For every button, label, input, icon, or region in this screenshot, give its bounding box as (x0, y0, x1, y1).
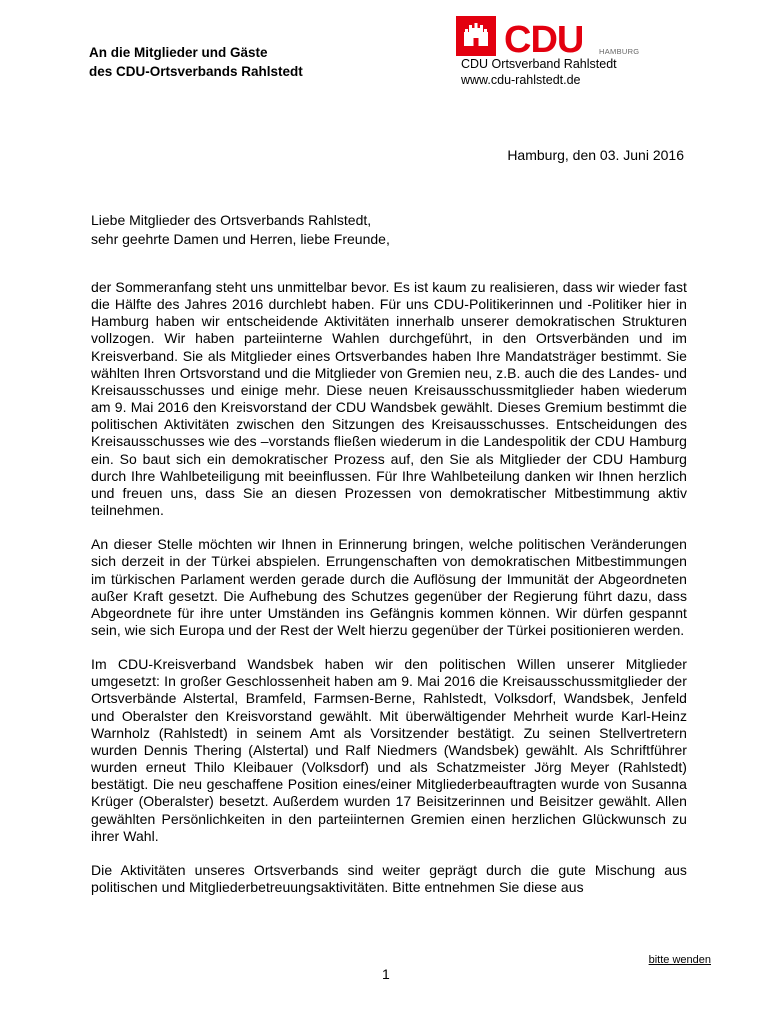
sender-name: CDU Ortsverband Rahlstedt (461, 57, 617, 71)
salutation-line-2: sehr geehrte Damen und Herren, liebe Freunde, (91, 230, 390, 247)
logo-text: CDU (504, 19, 584, 60)
body-paragraph-1: der Sommeranfang steht uns unmittelbar bevor. Es ist kaum zu realisieren, dass wir wieder fast die Hälfte des Jahres 2016 durchlebt haben. Für uns CDU-Politikerinnen und -Politiker hier in Hamburg haben wir entscheidende Aktivitäten innerhalb unserer demokratischen Strukturen vollzogen. Wir haben parteiinterne Wahlen durchgeführt, in den Ortsverbänden und im Kreisverband. Sie als Mitglieder eines Ortsverbandes haben Ihre Mandatsträger bestimmt. Sie wählten Ihren Ortsvorstand und die Mitglieder von Gremien neu, z.B. auch die des Landes- und Kreisausschusses und einige mehr. Diese neuen Kreisausschussmitglieder haben wiederum am 9. Mai 2016 den Kreisvorstand der CDU Wandsbek gewählt. Dieses Gremium bestimmt die politischen Aktivitäten zwischen den Sitzungen des Kreisausschusses. Entscheidungen des Kreisausschusses wie des –vorstands fließen wiederum in die Landespolitik der CDU Hamburg ein. So baut sich ein demokratischer Prozess auf, den Sie als Mitglieder der CDU Hamburg durch Ihre Wahlbeteiligung mit beeinflussen. Für Ihre Wahlbeteilung danken wir Ihnen herzlich und freuen uns, dass Sie an diesen Prozessen von demokratischer Mitbestimmung aktiv teilnehmen. (91, 279, 687, 519)
cdu-hamburg-logo (456, 16, 656, 60)
recipient-line-2: des CDU-Ortsverbands Rahlstedt (89, 64, 303, 79)
recipient-address (89, 43, 303, 81)
salutation (91, 211, 691, 248)
recipient-line-1: An die Mitglieder und Gäste (89, 45, 268, 60)
letter-date: Hamburg, den 03. Juni 2016 (507, 147, 684, 163)
body-paragraph-2: An dieser Stelle möchten wir Ihnen in Erinnerung bringen, welche politischen Veränderungen sich derzeit in der Türkei abspielen. Errungenschaften von demokratischen Mitbestimmungen im türkischen Parlament werden gerade durch die Auflösung der Immunität der Abgeordneten außer Kraft gesetzt. Die Aufhebung des Schutzes gegenüber der Regierung führt dazu, dass Abgeordnete für ihre unter Umständen ins Gefängnis kommen können. Wir dürfen gespannt sein, wie sich Europa und der Rest der Welt hierzu gegenüber der Türkei positionieren werden. (91, 536, 687, 638)
salutation-line-1: Liebe Mitglieder des Ortsverbands Rahlstedt, (91, 212, 372, 228)
sender-website: www.cdu-rahlstedt.de (461, 73, 581, 87)
turn-over-note: bitte wenden (648, 954, 711, 966)
sender-block (461, 56, 617, 88)
body-paragraph-3: Im CDU-Kreisverband Wandsbek haben wir den politischen Willen unserer Mitglieder umgesetzt: In großer Geschlossenheit haben am 9. Mai 2016 die Kreisausschussmitglieder der Ortsverbände Alstertal, Bramfeld, Farmsen-Berne, Rahlstedt, Volksdorf, Wandsbek, Jenfeld und Oberalster den Kreisvorstand gewählt. Mit überwältigender Mehrheit wurde Karl-Heinz Warnholz (Rahlstedt) in seinem Amt als Vorsitzender bestätigt. Zu seinen Stellvertretern wurden Dennis Thering (Alstertal) und Ralf Niedmers (Wandsbek) gewählt. Als Schriftführer wurden erneut Thilo Kleibauer (Volksdorf) und als Schatzmeister Jörg Meyer (Rahlstedt) bestätigt. Die neu geschaffene Position eines/einer Mitgliederbeauftragten wurde von Susanna Krüger (Oberalster) besetzt. Außerdem wurden 17 Beisitzerinnen und Beisitzer gewählt. Allen gewählten Persönlichkeiten in den parteiinternen Gremien einen herzlichen Glückwunsch zu ihrer Wahl. (91, 656, 687, 844)
page-number: 1 (382, 966, 390, 982)
logo-subtext: HAMBURG (599, 47, 640, 56)
body-paragraph-4: Die Aktivitäten unseres Ortsverbands sind weiter geprägt durch die gute Mischung aus politischen und Mitgliederbetreuungsaktivitäten. Bitte entnehmen Sie diese aus (91, 861, 687, 895)
letter-body (91, 279, 687, 913)
